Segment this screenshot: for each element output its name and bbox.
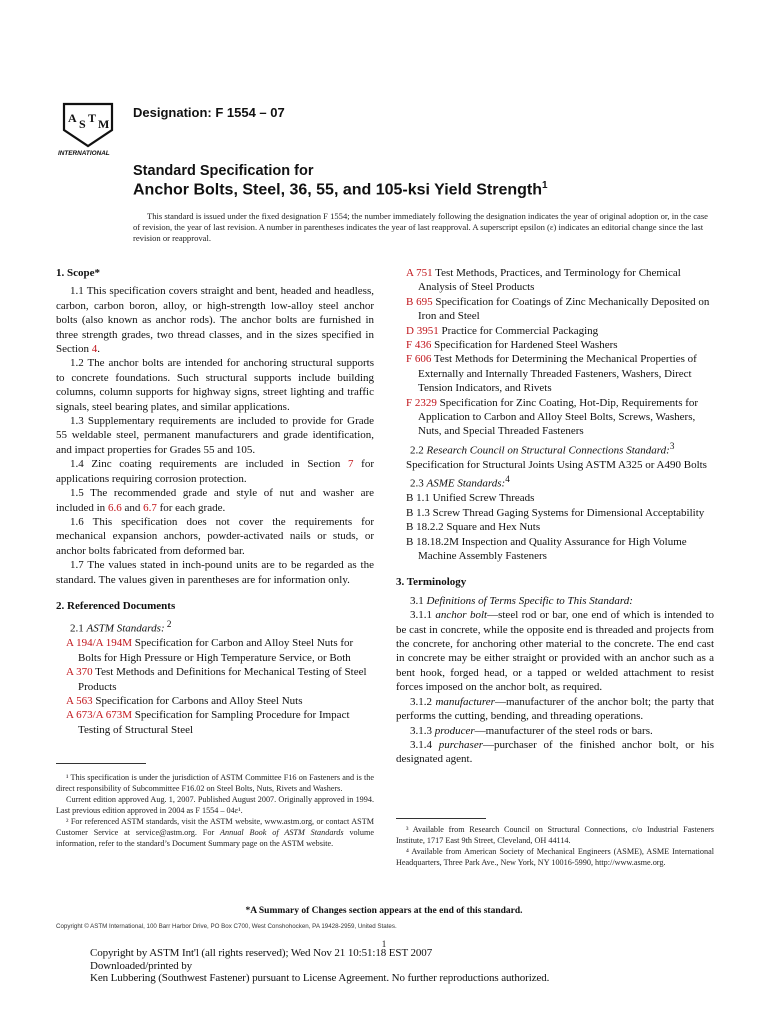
asme-reference-item: B 1.3 Screw Thread Gaging Systems for Dimensional Acceptability [406,506,705,519]
link-6-7[interactable]: 6.7 [143,501,157,514]
para-3-1-2-num: 3.1.2 [410,695,436,708]
rcsc-item: Specification for Structural Joints Using ASTM A325 or A490 Bolts [406,458,707,471]
astm-reference-code-link[interactable]: A 370 [66,666,93,679]
asme-reference-item: B 18.2.2 Square and Hex Nuts [406,521,541,534]
asme-num: 2.3 [410,478,427,490]
page-number: 1 [381,939,387,949]
para-3-1-3-num: 3.1.3 [410,724,435,737]
para-3-1-4-text: —purchaser of the finished anchor bolt, or his designated agent. [396,738,714,766]
para-3-1-4-num: 3.1.4 [410,738,439,751]
footnote-3: ³ Available from Research Council on Structural Connections, c/o Industrial Fasteners Institute, 1717 East 9th Street, Cleveland, OH 44114. [396,825,714,845]
astm-reference-item [396,266,714,295]
astm-reference-title: Test Methods and Definitions for Mechanical Testing of Steel Products [78,666,367,693]
astm-reference-code-link[interactable]: A 751 [406,267,433,279]
para-1-1-text: 1.1 This specification covers straight and bent, headed and headless, carbon, carbon boron, alloy, or high-strength low-alloy steel anchor bolts (also known as anchor rods). The anchor bolts are furnished in three strength grades, two thread classes, and in the sizes specified in Section [56,285,374,356]
section-terminology-heading: 3. Terminology [396,576,467,589]
astm-reference-title: Specification for Sampling Procedure for Impact Testing of Structural Steel [78,709,350,736]
asme-reference-item: B 1.1 Unified Screw Threads [406,492,535,505]
svg-text:T: T [88,111,97,125]
footnote-4: ⁴ Available from American Society of Mechanical Engineers (ASME), ASME International Headquarters, Three Park Ave., New York, NY 10016-5990, http://www.asme.org. [396,847,714,867]
astm-reference-code-link[interactable]: F 436 [406,339,432,352]
rcsc-sup: 3 [669,440,675,451]
astm-reference-title: Specification for Zinc Coating, Hot-Dip, Requirements for Application to Carbon and Alloy Steel Bolts, Screws, Washers, Nuts, and Special Threaded Fasteners [418,396,699,438]
para-1-4-end: for applications requiring corrosion protection. [56,458,375,485]
astm-reference-title: Specification for Coatings of Zinc Mechanically Deposited on Iron and Steel [418,295,710,323]
copyright-line: Copyright © ASTM International, 100 Barr Harbor Drive, PO Box C700, West Conshohocken, PA 19428-2959, United States. [56,923,397,930]
astm-reference-title: Practice for Commercial Packaging [438,324,599,337]
astm-standards-label [56,617,374,636]
term-purchaser: purchaser [438,738,483,751]
left-column [56,266,374,737]
stamp-line-2: Downloaded/printed by [90,959,193,972]
title-line-2 [133,180,548,199]
footnote-2-end: volume information, refer to the standard’s Document Summary page on the ASTM website. [56,828,375,848]
right-reference-list [396,266,714,439]
astm-logo [56,96,120,156]
term-producer: producer [434,724,475,737]
astm-reference-item [56,694,374,708]
para-1-5 [56,486,374,515]
right-column [396,266,714,767]
astm-reference-item [396,324,714,338]
para-3-1-1-text: —steel rod or bar, one end of which is intended to be cast in concrete, while the opposite end is threaded and projects from the concrete, for anchoring other material to the concrete. The end cast in concrete may be either straight or provided with an anchor such as a bent hook, forged head, or a tapped or welded attachment to resist forces imposed on the anchor bolt, as required. [396,609,715,694]
footnotes-right [396,824,714,868]
rcsc-title: Research Council on Structural Connections Standard: [426,444,670,457]
title-text: Anchor Bolts, Steel, 36, 55, and 105-ksi Yield Strength [133,181,543,199]
astm-reference-code-link[interactable]: D 3951 [406,324,439,337]
term-anchor-bolt: anchor bolt [435,609,488,622]
download-stamp [90,947,549,985]
link-section-4[interactable]: 4 [91,343,98,356]
designation: Designation: F 1554 – 07 [133,105,285,120]
para-1-5-and: and [121,501,144,514]
rcsc-standard-label [396,439,714,458]
title-footnote-ref[interactable]: 1 [542,180,548,191]
section-scope-heading: 1. Scope* [56,267,100,279]
footnotes-left [56,772,374,849]
footnote-2 [56,816,374,849]
astm-reference-code-link[interactable]: F 606 [406,353,432,366]
para-3-1-num: 3.1 [410,594,427,607]
para-3-1-1-num: 3.1.1 [410,609,436,622]
para-1-4-text: 1.4 Zinc coating requirements are included in Section [70,458,348,471]
astm-reference-item [396,295,714,324]
stamp-line-3: Ken Lubbering (Southwest Fastener) pursuant to License Agreement. No further reproductions authorized. [90,972,550,984]
svg-text:INTERNATIONAL: INTERNATIONAL [58,150,110,156]
para-3-1-2-text: —manufacturer of the anchor bolt; the party that performs the cutting, bending, and threading operations. [396,695,715,723]
footnote-1b: Current edition approved Aug. 1, 2007. Published August 2007. Originally approved in 1994. Last previous edition approved in 2004 as F 1554 – 04ε¹. [56,795,374,815]
summary-note: *A Summary of Changes section appears at the end of this standard. [245,906,523,916]
asme-standards-label [396,472,714,491]
asme-sup: 4 [505,474,510,485]
astm-reference-code-link[interactable]: F 2329 [406,396,437,409]
title-line-1: Standard Specification for [133,163,314,179]
stamp-line-1: Copyright by ASTM Int'l (all rights reserved); Wed Nov 21 10:51:18 EST 2007 [90,947,433,959]
footnote-1: ¹ This specification is under the jurisdiction of ASTM Committee F16 on Fasteners and is the direct responsibility of Subcommittee F16.02 on Steel Bolts, Nuts, Rivets and Washers. [56,773,374,793]
astm-reference-title: Test Methods for Determining the Mechanical Properties of Externally and Internally Threaded Fasteners, Washers, Direct Tension Indicators, and Rivets [418,353,697,395]
para-1-1-end: . [97,343,100,356]
para-1-1 [56,284,374,356]
para-3-1-3-text: —manufacturer of the steel rods or bars. [474,724,653,737]
link-section-7[interactable]: 7 [348,458,354,471]
footnote-rule-right [396,818,486,819]
astm-reference-title: Specification for Hardened Steel Washers [431,339,618,352]
para-1-3: 1.3 Supplementary requirements are included to provide for Grade 55 weldable steel, permanent manufacturers and grade identification, and impact properties for Grades 55 and 105. [56,415,374,456]
para-3-1-1 [396,608,714,694]
footnote-2-text: ² For referenced ASTM standards, visit the ASTM website, www.astm.org, or contact ASTM Customer Service at service@astm.org. For [56,817,374,837]
astm-reference-title: Test Methods, Practices, and Terminology for Chemical Analysis of Steel Products [418,267,681,294]
astm-reference-item [396,338,714,352]
svg-text:S: S [79,117,86,131]
standard-note-text: This standard is issued under the fixed designation F 1554; the number immediately following the designation indicates the year of original adoption or, in the case of revision, the year of last revision. A number in parentheses indicates the year of last reapproval. A superscript epsilon (ε) indicates an editorial change since the last revision or reapproval. [133,211,708,243]
asme-reference-list [396,491,714,563]
para-1-5-end: for each grade. [156,501,226,514]
para-1-7: 1.7 The values stated in inch-pound units are to be regarded as the standard. The values given in parentheses are for information only. [56,559,374,586]
astm-reference-item [396,396,714,439]
link-6-6[interactable]: 6.6 [107,501,122,514]
para-3-1-2 [396,695,714,724]
para-1-2: 1.2 The anchor bolts are intended for anchoring structural supports to concrete foundations. Such structural supports include building columns, column supports for highway signs, street lighting and traffic signals, steel bearing plates, and similar applications. [56,357,374,413]
para-3-1-4 [396,738,714,767]
astm-reference-item [56,708,374,737]
section-refdocs-heading: 2. Referenced Documents [56,599,176,612]
astm-reference-item [56,665,374,694]
para-1-4 [56,457,374,486]
left-reference-list [56,636,374,737]
para-1-6: 1.6 This specification does not cover the requirements for mechanical expansion anchors, powder-activated nails or studs, or anchor bolts fabricated from deformed bar. [56,515,374,557]
svg-text:M: M [98,117,110,131]
astm-reference-item [396,352,714,395]
term-manufacturer: manufacturer [435,695,495,708]
astm-standards-title: ASTM Standards: [86,623,165,635]
astm-reference-item [56,636,374,665]
footnote-rule-left [56,763,146,764]
svg-text:A: A [68,111,77,125]
astm-reference-title: Specification for Carbons and Alloy Steel Nuts [92,695,303,708]
astm-reference-title: Specification for Carbon and Alloy Steel Nuts for Bolts for High Pressure or High Temperature Service, or Both [78,637,354,664]
asme-reference-item: B 18.18.2M Inspection and Quality Assurance for High Volume Machine Assembly Fasteners [406,535,687,563]
astm-reference-code-link[interactable]: A 673/A 673M [66,709,133,722]
para-1-5-text: 1.5 The recommended grade and style of nut and washer are included in [56,487,374,514]
astm-reference-code-link[interactable]: A 194/A 194M [66,637,133,650]
astm-reference-code-link[interactable]: B 695 [406,295,433,308]
astm-reference-code-link[interactable]: A 563 [66,695,93,708]
rcsc-num: 2.2 [410,444,427,457]
standard-note [133,211,717,244]
para-3-1-title: Definitions of Terms Specific to This Standard: [426,594,633,607]
footnote-2-italic: Annual Book of ASTM Standards [220,828,344,837]
astm-standards-num: 2.1 [70,623,87,635]
astm-standards-sup: 2 [164,619,172,630]
para-3-1-3 [396,724,714,738]
asme-title: ASME Standards: [426,478,506,490]
para-3-1 [396,594,714,608]
